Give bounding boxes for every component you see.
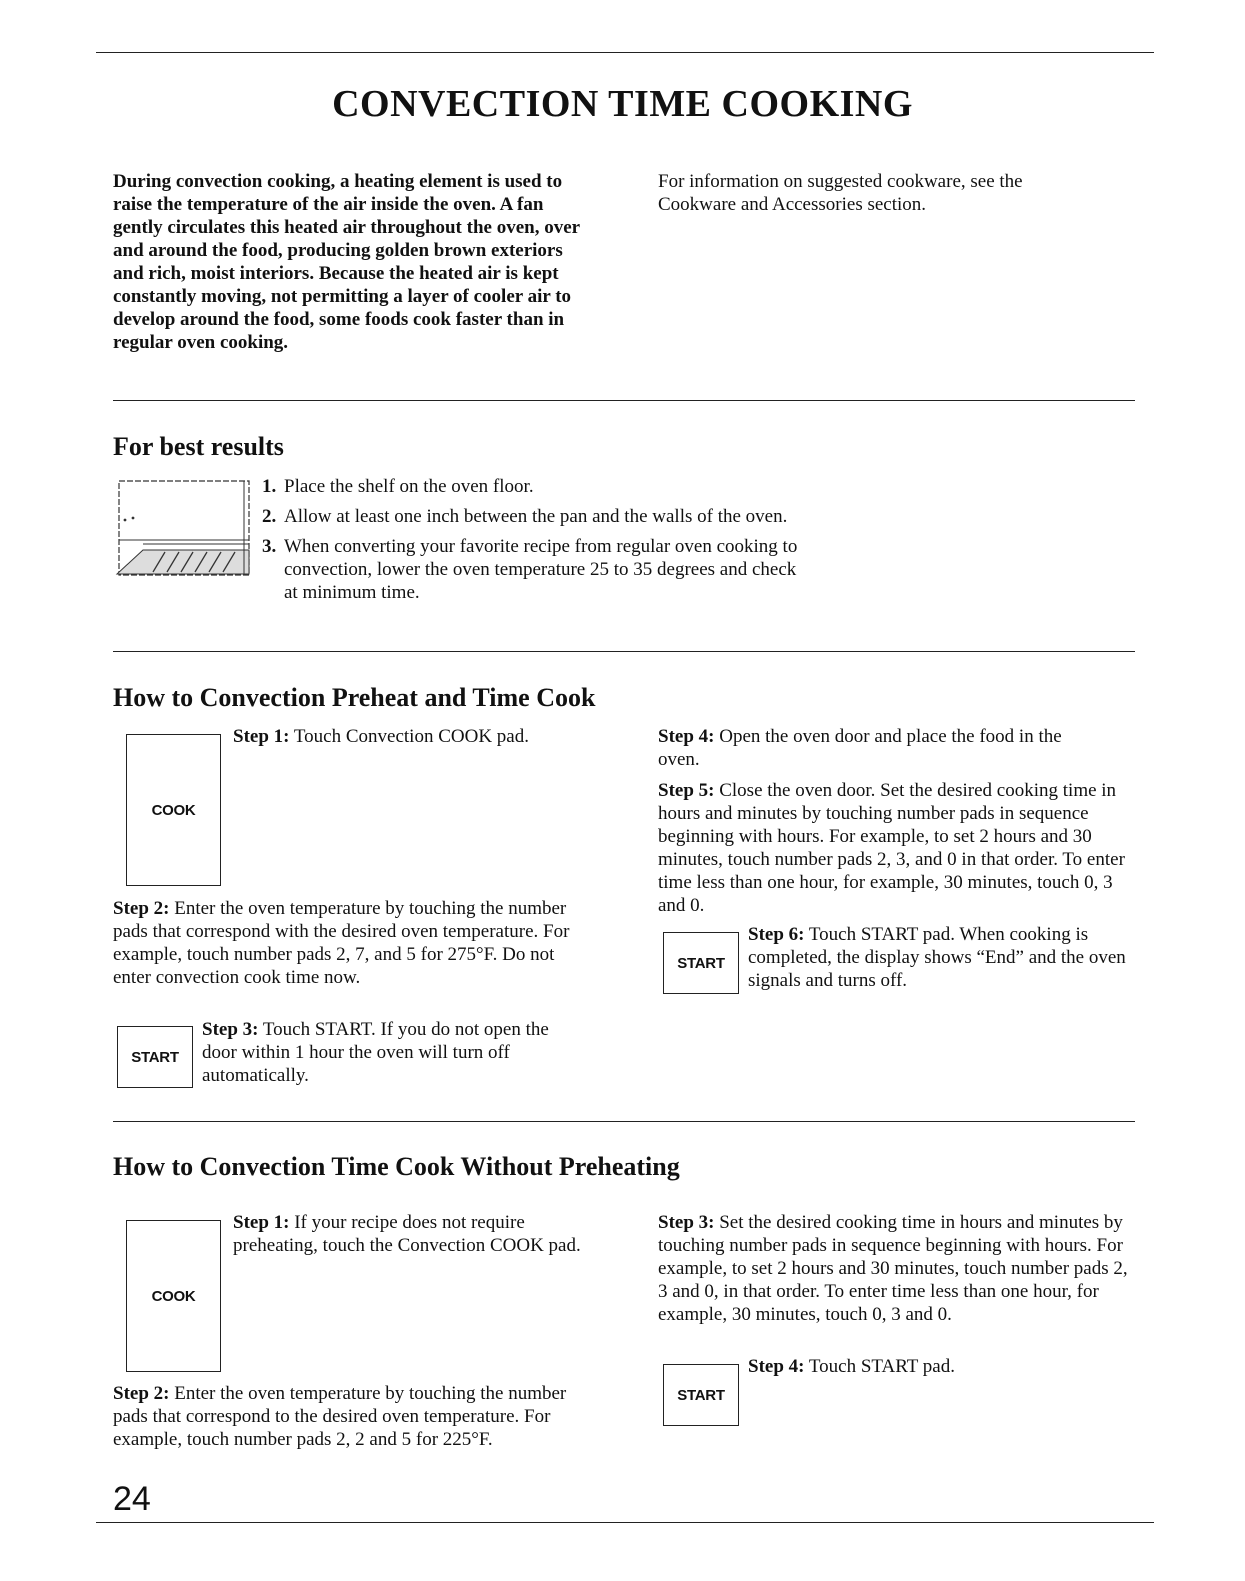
bottom-rule [96, 1522, 1154, 1523]
preheat-step3: Step 3: Touch START. If you do not open the door within 1 hour the oven will turn off automatically. [202, 1019, 549, 1086]
no-preheat-step4: Step 4: Touch START pad. [748, 1356, 955, 1377]
intro-text: During convection cooking, a heating element is used to raise the temperature of the air inside the oven. A fan gently circulates this heated air throughout the oven, over and around the food, producing golden brown exteriors and rich, moist interiors. Because the heated air is kept constantly moving, not permitting a layer of cooler air to develop around the food, some foods cook faster than in regular oven cooking. [113, 171, 580, 353]
start-pad: START [663, 1364, 739, 1426]
no-preheat-heading: How to Convection Time Cook Without Preheating [113, 1152, 680, 1181]
list-item: 1. Place the shelf on the oven floor. [262, 476, 534, 497]
page-number: 24 [113, 1480, 151, 1518]
preheat-step5: Step 5: Close the oven door. Set the desired cooking time in hours and minutes by touching number pads in sequence beginning with hours. For example, to set 2 hours and 30 minutes, touch number pads 2, 3, and 0 in that order. To enter time less than one hour, for example, 30 minutes, touch 0, 3 and 0. [658, 780, 1125, 916]
top-rule [96, 52, 1154, 53]
cook-pad: COOK [126, 1220, 221, 1372]
list-item: 2. Allow at least one inch between the pan and the walls of the oven. [262, 506, 788, 527]
page-title: CONVECTION TIME COOKING [332, 83, 913, 125]
preheat-step1: Step 1: Touch Convection COOK pad. [233, 726, 529, 747]
cook-pad: COOK [126, 734, 221, 886]
start-pad: START [663, 932, 739, 994]
cookware-note: For information on suggested cookware, see the Cookware and Accessories section. [658, 171, 1023, 215]
preheat-step4: Step 4: Open the oven door and place the food in the oven. [658, 726, 1062, 770]
oven-shelf-icon [113, 478, 255, 578]
best-results-heading: For best results [113, 432, 284, 461]
preheat-step2: Step 2: Enter the oven temperature by touching the number pads that correspond with the desired oven temperature. For example, touch number pads 2, 7, and 5 for 275°F. Do not enter convection cook time now. [113, 898, 570, 988]
no-preheat-step1: Step 1: If your recipe does not require preheating, touch the Convection COOK pad. [233, 1212, 581, 1256]
best-results-list [262, 475, 802, 611]
section-divider [113, 1121, 1135, 1122]
preheat-step6: Step 6: Touch START pad. When cooking is completed, the display shows “End” and the oven signals and turns off. [748, 924, 1126, 991]
no-preheat-step2: Step 2: Enter the oven temperature by touching the number pads that correspond to the desired oven temperature. For example, touch number pads 2, 2 and 5 for 225°F. [113, 1383, 567, 1450]
no-preheat-step3: Step 3: Set the desired cooking time in hours and minutes by touching number pads in sequence beginning with hours. For example, to set 2 hours and 30 minutes, touch number pads 2, 3 and 0, in that order. To enter time less than one hour, for example, 30 minutes, touch 0, 3 and 0. [658, 1212, 1128, 1325]
list-item: 3. When converting your favorite recipe from regular oven cooking to convection, lower the oven temperature 25 to 35 degrees and check at minimum time. [262, 536, 798, 603]
preheat-heading: How to Convection Preheat and Time Cook [113, 683, 596, 712]
section-divider [113, 651, 1135, 652]
start-pad: START [117, 1026, 193, 1088]
section-divider [113, 400, 1135, 401]
